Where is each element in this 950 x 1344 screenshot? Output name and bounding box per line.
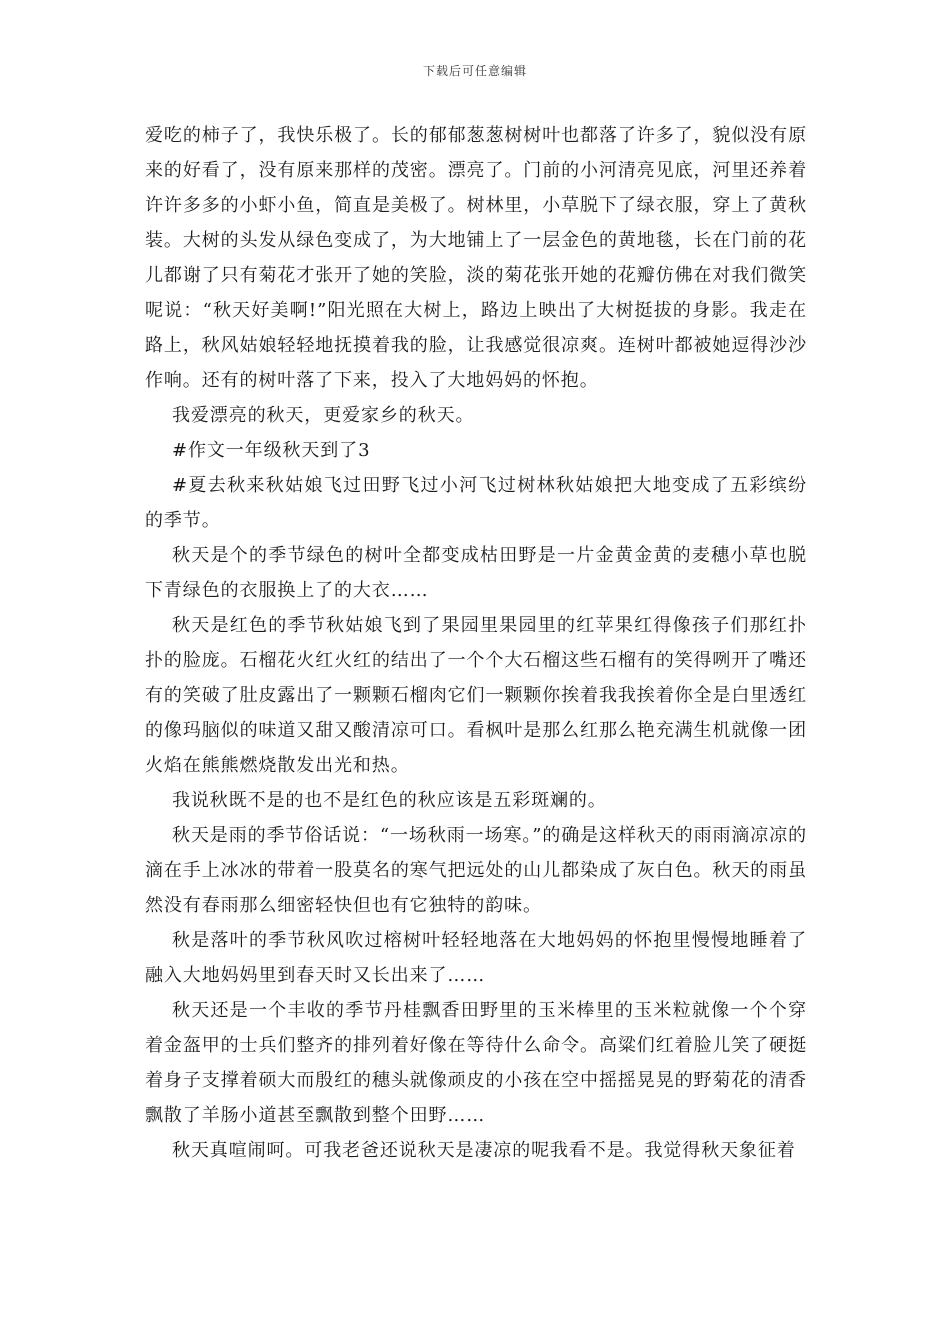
page-header: 下载后可任意编辑 [422,64,527,78]
paragraph: 我爱漂亮的秋天，更爱家乡的秋天。 [172,405,475,426]
paragraph: 秋天是红色的季节秋姑娘飞到了果园里果园里的红苹果红得像孩子们那红扑扑的脸庞。石榴花火红火红的结出了一个个大石榴这些石榴有的笑得咧开了嘴还有的笑破了肚皮露出了一颗颗石榴肉它们一颗颗你挨着我我挨着你全是白里透红的像玛脑似的味道又甜又酸清凉可口。看枫叶是那么红那么艳充满生机就像一团火焰在熊熊燃烧散发出光和热。 [145,615,807,776]
paragraph: #夏去秋来秋姑娘飞过田野飞过小河飞过树林秋姑娘把大地变成了五彩缤纷的季节。 [145,475,807,531]
paragraph: 秋天真喧闹呵。可我老爸还说秋天是凄凉的呢我看不是。我觉得秋天象征着 [172,1140,796,1161]
paragraph: 秋天是雨的季节俗话说：“一场秋雨一场寒。”的确是这样秋天的雨雨滴凉凉的滴在手上冰冰的带着一股莫名的寒气把远处的山儿都染成了灰白色。秋天的雨虽然没有春雨那么细密轻快但也有它独特的韵味。 [145,825,807,916]
paragraph: #作文一年级秋天到了3 [172,440,371,461]
paragraph: 秋是落叶的季节秋风吹过榕树叶轻轻地落在大地妈妈的怀抱里慢慢地睡着了融入大地妈妈里到春天时又长出来了…… [145,930,807,986]
paragraph: 秋天还是一个丰收的季节丹桂飘香田野里的玉米棒里的玉米粒就像一个个穿着金盔甲的士兵们整齐的排列着好像在等待什么命令。高粱们红着脸儿笑了硬挺着身子支撑着硕大而殷红的穗头就像顽皮的小孩在空中摇摇晃晃的野菊花的清香飘散了羊肠小道甚至飘散到整个田野…… [145,1000,807,1126]
document-body [145,118,807,1168]
paragraph: 我说秋既不是的也不是红色的秋应该是五彩斑斓的。 [172,790,607,811]
paragraph: 秋天是个的季节绿色的树叶全都变成枯田野是一片金黄金黄的麦穗小草也脱下青绿色的衣服换上了的大衣…… [145,545,807,601]
paragraph: 爱吃的柿子了，我快乐极了。长的郁郁葱葱树树叶也都落了许多了，貌似没有原来的好看了，没有原来那样的茂密。漂亮了。门前的小河清亮见底，河里还养着许许多多的小虾小鱼，简直是美极了。树林里，小草脱下了绿衣服，穿上了黄秋装。大树的头发从绿色变成了，为大地铺上了一层金色的黄地毯，长在门前的花儿都谢了只有菊花才张开了她的笑脸，淡的菊花张开她的花瓣仿佛在对我们微笑呢说：“秋天好美啊!”阳光照在大树上，路边上映出了大树挺拔的身影。我走在路上，秋风姑娘轻轻地抚摸着我的脸，让我感觉很凉爽。连树叶都被她逗得沙沙作响。还有的树叶落了下来，投入了大地妈妈的怀抱。 [145,125,807,391]
